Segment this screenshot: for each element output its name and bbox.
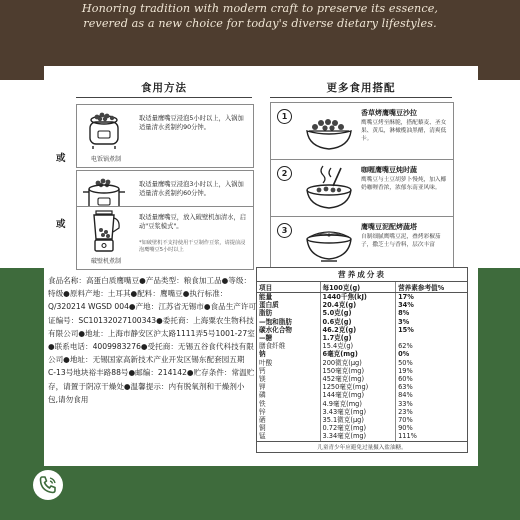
recipe-title: 鹰嘴豆泥配烤蔬塔: [361, 223, 417, 231]
nutrition-header: 项目: [257, 282, 320, 293]
nutrition-row: [257, 432, 467, 440]
product-info-line: ●联系电话：4009983276●受托商：无锡五谷食代科技有限: [48, 342, 254, 352]
nutrition-nrv: 50%: [396, 359, 467, 367]
method-step-blender: [76, 206, 254, 270]
nutrition-item: —糖: [259, 334, 273, 343]
rice-cooker-icon: [81, 108, 127, 152]
method-step-text: 取适量鹰嘴豆浸泡5小时以上，入锅加适量清水煮制约90分钟。: [139, 115, 244, 131]
nutrition-nrv: 19%: [396, 367, 467, 375]
nutrition-nrv: 17%: [396, 293, 467, 302]
nutrition-per-100g: 3.43毫克(mg): [320, 408, 396, 416]
or-label-2: 或: [56, 219, 66, 230]
recipes-title: 更多食用搭配: [326, 82, 396, 94]
nutrition-per-100g: 452毫克(mg): [320, 375, 396, 383]
nutrition-nrv: 0%: [396, 350, 467, 358]
nutrition-per-100g: 0.72毫克(mg): [320, 424, 396, 432]
nutrition-item: 镁: [259, 375, 266, 384]
nutrition-row: [257, 350, 467, 358]
product-info-line: 有限公司●地址：上海市静安区沪太路1111弄5号1001-27室: [48, 328, 255, 338]
product-info: [48, 274, 258, 406]
product-info-line: 特级●原料产地：土耳其●配料：鹰嘴豆●执行标准：: [48, 289, 228, 299]
recipe-number: 3: [277, 223, 292, 238]
method-step-caption: 破壁机煮制: [90, 258, 121, 265]
method-step-caption: 电饭锅煮制: [90, 156, 121, 163]
curry-bowl-icon: [301, 164, 357, 212]
method-title: 食用方法: [141, 82, 187, 94]
nutrition-per-100g: 35.1微克(μg): [320, 416, 396, 424]
phone-button[interactable]: [33, 470, 63, 500]
nutrition-row: [257, 293, 467, 302]
recipe-text: 鹰嘴豆烤至酥脆，搭配藜麦、圣女果、黄瓜，淋橄榄油黑醋，清爽低卡。: [361, 120, 447, 143]
nutrition-item: 钠: [259, 350, 266, 359]
product-info-line: Q/320214 WGSD 004●产地：江苏省无锡市●食品生产许可: [48, 302, 257, 312]
nutrition-per-100g: 4.9毫克(mg): [320, 400, 396, 408]
nutrition-nrv: 15%: [396, 326, 467, 334]
nutrition-nrv: 60%: [396, 375, 467, 383]
nutrition-per-100g: 0.6克(g): [320, 318, 396, 326]
nutrition-title: 营养成分表: [257, 268, 467, 282]
nutrition-row: [257, 334, 467, 342]
nutrition-row: [257, 326, 467, 334]
phone-icon: [33, 470, 63, 500]
nutrition-item: 铜: [259, 424, 266, 433]
salad-bowl-icon: [301, 107, 357, 155]
product-info-line: 食品名称：高蛋白质鹰嘴豆●产品类型：粮食加工品●等级：: [48, 276, 252, 285]
recipe-item-1: [270, 102, 454, 160]
nutrition-nrv: [396, 334, 467, 342]
product-sheet: [44, 66, 478, 466]
nutrition-footer: 儿童青少年应避免过量摄入盐油糖。: [257, 441, 467, 452]
nutrition-row: [257, 375, 467, 383]
recipe-number: 1: [277, 109, 292, 124]
recipe-number: 2: [277, 166, 292, 181]
nutrition-nrv: 34%: [396, 301, 467, 309]
product-info-line: 包,请勿食用: [48, 394, 89, 404]
nutrition-per-100g: 1.7克(g): [320, 334, 396, 342]
nutrition-per-100g: 46.2克(g): [320, 326, 396, 334]
nutrition-per-100g: 5.0克(g): [320, 309, 396, 317]
method-step-text: 取适量鹰嘴豆浸泡3小时以上，入锅加适量清水煮制约60分钟。: [139, 181, 244, 197]
nutrition-row: [257, 301, 467, 309]
slogan: [0, 2, 520, 31]
nutrition-row: [257, 318, 467, 326]
nutrition-nrv: 8%: [396, 309, 467, 317]
product-info-line: 存，请置于阴凉干燥处●温馨提示：内有脱氧剂和干燥剂小: [48, 381, 245, 391]
nutrition-table: [256, 267, 468, 453]
nutrition-item: 钙: [259, 366, 266, 375]
nutrition-per-100g: 1440千焦(kJ): [320, 293, 396, 302]
recipe-item-2: [270, 159, 454, 217]
nutrition-nrv: 63%: [396, 383, 467, 391]
nutrition-item: 叶酸: [259, 358, 273, 367]
nutrition-row: [257, 367, 467, 375]
or-label-1: 或: [56, 153, 66, 164]
nutrition-item: 脂肪: [259, 309, 273, 318]
nutrition-item: 钾: [259, 383, 266, 392]
nutrition-row: [257, 359, 467, 367]
product-info-line: C-13号地块裕丰路88号●邮编：214142●贮存条件：常温贮: [48, 368, 255, 378]
recipe-text: 鹰嘴豆与土豆胡萝卜慢炖，加入椰奶咖喱香浓，浓郁东南亚风味。: [361, 177, 447, 192]
nutrition-header: 每100克(g): [320, 282, 396, 293]
nutrition-nrv: 3%: [396, 318, 467, 326]
nutrition-per-100g: 20.4克(g): [320, 301, 396, 309]
nutrition-item: 磷: [259, 391, 266, 400]
nutrition-item: 硒: [259, 416, 266, 425]
nutrition-nrv: 70%: [396, 416, 467, 424]
dip-bowl-icon: [301, 221, 357, 269]
nutrition-item: 碳水化合物: [259, 325, 292, 334]
nutrition-nrv: 84%: [396, 391, 467, 399]
nutrition-item: 锌: [259, 407, 266, 416]
nutrition-per-100g: 200微克(μg): [320, 359, 396, 367]
recipe-item-3: [270, 216, 454, 274]
nutrition-row: [257, 342, 467, 350]
nutrition-item: —饱和脂肪: [259, 317, 292, 326]
product-info-line: 证编号：SC10132027100343●委托商：上海粟农生物科技: [48, 315, 254, 325]
slogan-line-2: revered as a new choice for today's diverse dietary lifestyles.: [83, 16, 437, 30]
blender-icon: [81, 210, 127, 254]
nutrition-per-100g: 1250毫克(mg): [320, 383, 396, 391]
nutrition-nrv: 23%: [396, 408, 467, 416]
nutrition-per-100g: 15.4克(g): [320, 342, 396, 350]
nutrition-item: 蛋白质: [259, 301, 279, 310]
nutrition-per-100g: 3.34毫克(mg): [320, 432, 396, 440]
nutrition-row: [257, 391, 467, 399]
recipe-text: 自制细腻鹰嘴豆泥，叠烤彩椒茄子，撒芝士与香料，层次丰富: [361, 234, 441, 249]
method-step-rice-cooker: [76, 104, 254, 168]
nutrition-nrv: 33%: [396, 400, 467, 408]
nutrition-nrv: 90%: [396, 424, 467, 432]
nutrition-row: [257, 408, 467, 416]
nutrition-nrv: 111%: [396, 432, 467, 440]
product-info-line: 公司●地址：无锡国家高新技术产业开发区锡东配套园五期: [48, 355, 245, 365]
method-title-rule: [76, 97, 252, 98]
nutrition-item: 能量: [259, 293, 273, 301]
recipes-title-rule: [270, 97, 452, 98]
nutrition-header: 营养素参考值%: [396, 282, 467, 293]
method-step-note: *如破壁机不支持使用干豆制作豆浆，请提前浸泡鹰嘴豆5小时以上: [139, 240, 246, 253]
nutrition-per-100g: 6毫克(mg): [320, 350, 396, 358]
method-step-text: 取适量鹰嘴豆，放入破壁机加清水，启动"豆浆模式"。: [139, 214, 247, 230]
recipe-title: 香草烤鹰嘴豆沙拉: [361, 109, 417, 117]
nutrition-per-100g: 144毫克(mg): [320, 391, 396, 399]
nutrition-row: [257, 400, 467, 408]
nutrition-item: 锰: [259, 432, 266, 441]
nutrition-row: [257, 309, 467, 317]
nutrition-per-100g: 150毫克(mg): [320, 367, 396, 375]
nutrition-nrv: 62%: [396, 342, 467, 350]
nutrition-item: 膳食纤维: [259, 342, 286, 351]
recipe-title: 咖喱鹰嘴豆炖时蔬: [361, 166, 417, 174]
slogan-line-1: Honoring tradition with modern craft to preserve its essence,: [81, 2, 439, 15]
nutrition-item: 铁: [259, 399, 266, 408]
